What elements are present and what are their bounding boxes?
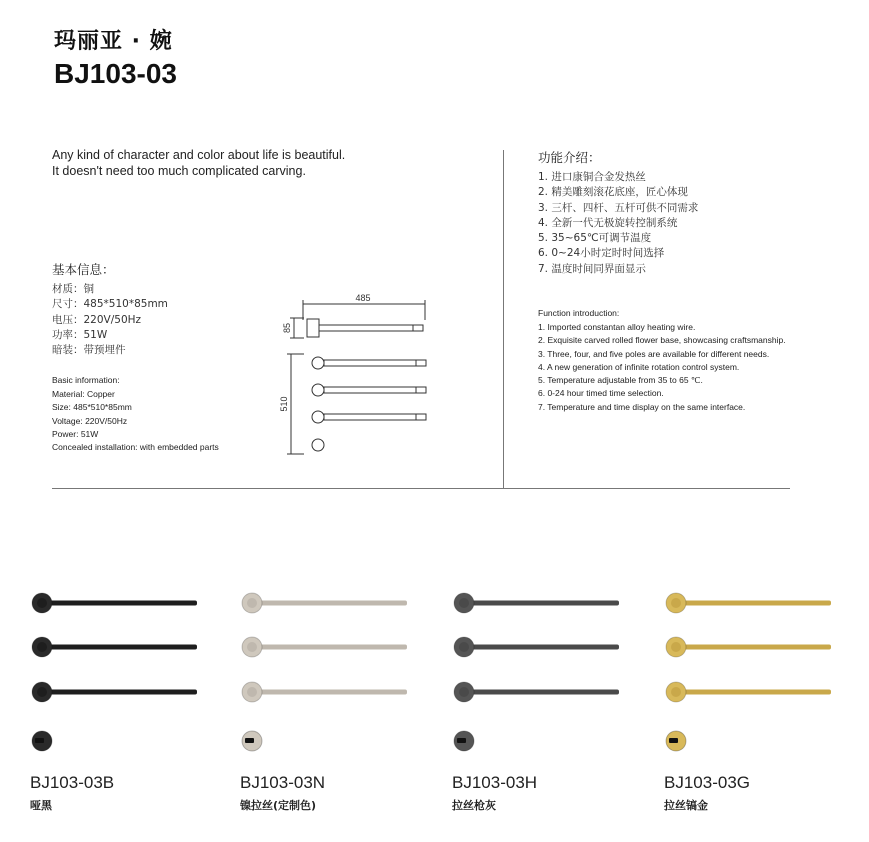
list-item: 1. Imported constantan alloy heating wire. (538, 322, 696, 332)
control-knob (454, 731, 474, 751)
features-list-cn (538, 170, 698, 277)
list-item: Material: Copper (52, 389, 115, 399)
product-title-cn: 玛丽亚 · 婉 (54, 29, 173, 54)
list-item: 6. 0~24小时定时时间选择 (538, 247, 665, 260)
dimension-height-label: 510 (279, 396, 289, 412)
list-item: 5. Temperature adjustable from 35 to 65 ℃. (538, 375, 703, 386)
list-item: 5. 35~65℃可调节温度 (538, 232, 652, 245)
variant-code: BJ103-03N (240, 773, 326, 792)
features-heading-cn: 功能介绍： (538, 150, 601, 165)
rail-bar (454, 637, 619, 657)
dimension-drawing (270, 290, 440, 462)
features-list-en (538, 321, 786, 414)
rail-bar (32, 593, 197, 613)
variant-image (240, 590, 410, 760)
list-item: 6. 0-24 hour timed time selection. (538, 388, 664, 399)
rail-bar (666, 682, 831, 702)
rail-bar (32, 682, 197, 702)
list-item: 4. 全新一代无极旋转控制系统 (538, 216, 678, 229)
dimension-width-label: 485 (355, 293, 371, 303)
list-item: 2. 精美雕刻滚花底座，匠心体现 (538, 186, 688, 199)
basic-info-list-en (52, 388, 219, 454)
variant-code: BJ103-03B (30, 773, 115, 792)
variant-name: 拉丝枪灰 (452, 799, 496, 812)
control-knob (666, 731, 686, 751)
list-item: 尺寸：485*510*85mm (52, 298, 168, 311)
list-item: 2. Exquisite carved rolled flower base, showcasing craftsmanship. (538, 335, 786, 346)
vertical-divider (503, 150, 504, 488)
rail-bar (454, 682, 619, 702)
variant-image (452, 590, 622, 760)
list-item: 7. Temperature and time display on the same interface. (538, 401, 746, 412)
variant-name: 镍拉丝(定制色) (240, 799, 317, 812)
variant-code: BJ103-03H (452, 773, 538, 792)
list-item: 材质：铜 (52, 283, 94, 295)
basic-info-heading-en: Basic information: (52, 375, 120, 385)
rail-bar (666, 637, 831, 657)
intro-text: Any kind of character and color about life is beautiful. It doesn't need too much complicated carving. (52, 148, 346, 178)
rail-bar (666, 593, 831, 613)
list-item: 暗装：带预埋件 (52, 344, 126, 357)
list-item: 7. 温度时间同界面显示 (538, 262, 646, 275)
variant-image (664, 590, 834, 760)
list-item: 3. Three, four, and five poles are available for different needs. (538, 348, 770, 359)
list-item: 3. 三杆、四杆、五杆可供不同需求 (538, 201, 699, 214)
dimension-depth-label: 85 (282, 322, 292, 334)
features-heading-en: Function introduction: (538, 308, 620, 318)
rail-bar (242, 637, 407, 657)
list-item: 4. A new generation of infinite rotation control system. (538, 361, 740, 372)
list-item: 1. 进口康铜合金发热丝 (538, 171, 646, 183)
list-item: Voltage: 220V/50Hz (52, 415, 128, 426)
horizontal-divider (52, 488, 790, 489)
variant-name: 哑黑 (30, 799, 52, 812)
variant-card (452, 590, 622, 820)
control-knob (242, 731, 262, 751)
rail-bar (454, 593, 619, 613)
variant-card (664, 590, 834, 820)
product-model: BJ103-03 (54, 58, 177, 89)
control-knob (32, 731, 52, 751)
rail-bar (242, 593, 407, 613)
variant-card (30, 590, 200, 820)
list-item: 功率：51W (52, 328, 108, 341)
variant-name: 拉丝镐金 (664, 799, 708, 812)
list-item: Concealed installation: with embedded parts (52, 442, 219, 453)
variant-code: BJ103-03G (664, 773, 750, 792)
variant-card (240, 590, 410, 820)
list-item: 电压：220V/50Hz (52, 313, 142, 326)
rail-bar (242, 682, 407, 702)
basic-info-heading-cn: 基本信息： (52, 262, 115, 277)
list-item: Power: 51W (52, 428, 99, 439)
variant-image (30, 590, 200, 760)
rail-bar (32, 637, 197, 657)
list-item: Size: 485*510*85mm (52, 402, 132, 413)
basic-info-list-cn (52, 282, 168, 358)
